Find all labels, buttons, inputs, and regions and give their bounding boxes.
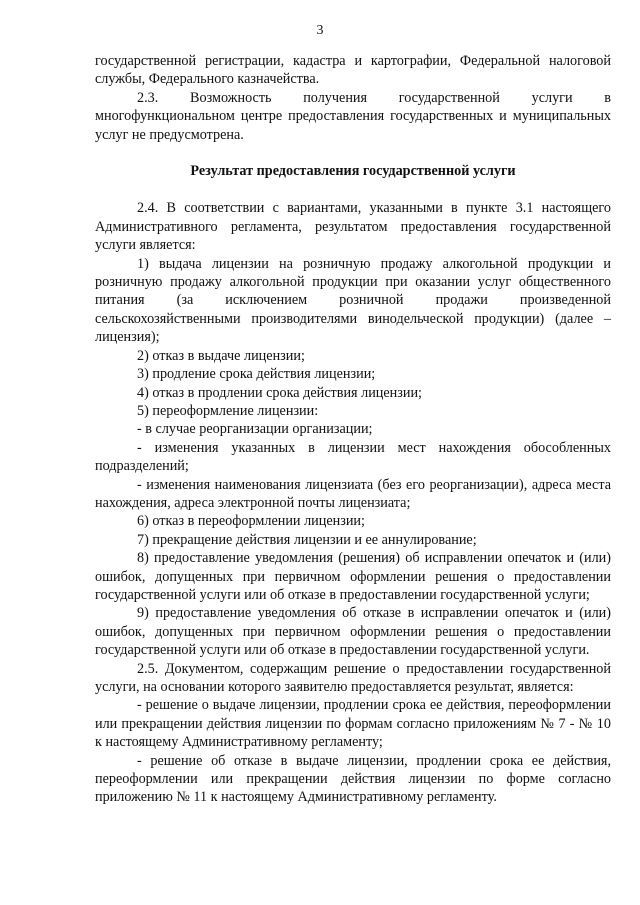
paragraph-2-4: 2.4. В соответствии с вариантами, указанными в пункте 3.1 настоящего Административного регламента, результатом предоставления государственной услуги является: bbox=[95, 200, 611, 254]
list-subitem-reorganization: - в случае реорганизации организации; bbox=[137, 421, 373, 438]
paragraph-2-3: 2.3. Возможность получения государственной услуги в многофункциональном центре предоставления государственных и муниципальных услуг не предусмотрена. bbox=[95, 89, 611, 143]
list-subitem-refusal: - решение об отказе в выдаче лицензии, продлении срока ее действия, переоформлении или прекращении действия лицензии по форме согласно приложению № 11 к настоящему Административному регламенту. bbox=[95, 752, 611, 806]
page-number: 3 bbox=[316, 23, 324, 38]
list-subitem-name-change: - изменения наименования лицензиата (без его реорганизации), адреса места нахождения, адреса электронной почты лицензиата; bbox=[95, 476, 611, 511]
list-item-8: 8) предоставление уведомления (решения) об исправлении опечаток и (или) ошибок, допущенных при первичном оформлении решения о предоставлении государственной услуги или об отказе в предоставлении государственной услуги; bbox=[95, 550, 611, 603]
document-body bbox=[95, 52, 611, 807]
list-item-3: 3) продление срока действия лицензии; bbox=[137, 366, 376, 383]
list-subitem-decision: - решение о выдаче лицензии, продлении срока ее действия, переоформлении или прекращении действия лицензии по формам согласно приложениям № 7 - № 10 к настоящему Административному регламенту; bbox=[95, 697, 611, 751]
list-item-9: 9) предоставление уведомления об отказе в исправлении опечаток и (или) ошибок, допущенных при первичном оформлении решения о предоставлении государственной услуги или об отказе в предоставлении государственной услуги. bbox=[95, 605, 611, 659]
list-item-1: 1) выдача лицензии на розничную продажу алкогольной продукции и розничную продажу алкогольной продукции при оказании услуг общественного питания (за исключением розничной продажи произведенной сельскохозяйственными производителями винодельческой продукции) (далее – лицензия); bbox=[95, 255, 611, 346]
paragraph-2-5: 2.5. Документом, содержащим решение о предоставлении государственной услуги, на основании которого заявителю предоставляется результат, является: bbox=[95, 660, 611, 695]
list-item-4: 4) отказ в продлении срока действия лицензии; bbox=[137, 384, 422, 401]
list-subitem-locations: - изменения указанных в лицензии мест нахождения обособленных подразделений; bbox=[95, 439, 611, 475]
list-item-7: 7) прекращение действия лицензии и ее аннулирование; bbox=[137, 531, 477, 548]
list-item-5: 5) переоформление лицензии: bbox=[137, 402, 319, 419]
list-item-2: 2) отказ в выдаче лицензии; bbox=[137, 347, 305, 364]
paragraph-continuation: государственной регистрации, кадастра и картографии, Федеральной налоговой службы, Федерального казначейства. bbox=[95, 53, 611, 88]
list-item-6: 6) отказ в переоформлении лицензии; bbox=[137, 513, 365, 530]
section-heading: Результат предоставления государственной услуги bbox=[190, 163, 516, 180]
